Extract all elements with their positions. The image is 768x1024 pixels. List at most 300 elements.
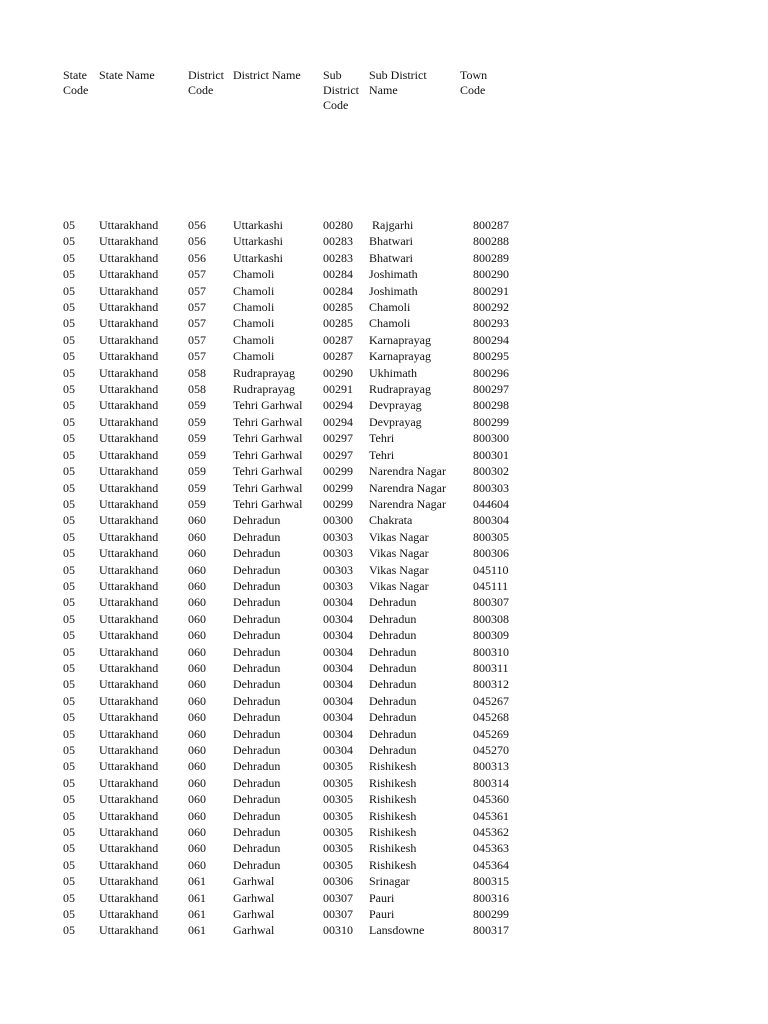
- table-row: [0, 709, 768, 725]
- cell-state-code: 05: [63, 825, 75, 840]
- cell-sub-district-code: 00294: [323, 414, 353, 429]
- cell-district-name: Chamoli: [233, 332, 275, 347]
- cell-state-code: 05: [63, 283, 75, 298]
- cell-district-name: Dehradun: [233, 562, 281, 577]
- cell-sub-district-code: 00287: [323, 349, 353, 364]
- cell-district-name: Dehradun: [233, 546, 281, 561]
- cell-district-code: 060: [188, 546, 206, 561]
- cell-district-name: Dehradun: [233, 578, 281, 593]
- cell-state-code: 05: [63, 726, 75, 741]
- cell-state-name: Uttarakhand: [99, 382, 159, 397]
- cell-sub-district-name: Dehradun: [369, 726, 417, 741]
- cell-district-name: Rudraprayag: [233, 382, 295, 397]
- cell-district-name: Dehradun: [233, 792, 281, 807]
- cell-state-code: 05: [63, 316, 75, 331]
- cell-district-name: Dehradun: [233, 595, 281, 610]
- cell-sub-district-code: 00283: [323, 250, 353, 265]
- cell-state-name: Uttarakhand: [99, 644, 159, 659]
- cell-town-code: 800308: [473, 611, 509, 626]
- cell-state-code: 05: [63, 710, 75, 725]
- cell-sub-district-code: 00304: [323, 710, 353, 725]
- cell-sub-district-code: 00299: [323, 464, 353, 479]
- cell-district-name: Tehri Garhwal: [233, 496, 303, 511]
- cell-town-code: 800301: [473, 447, 509, 462]
- cell-sub-district-name: Vikas Nagar: [369, 529, 429, 544]
- cell-district-name: Tehri Garhwal: [233, 431, 303, 446]
- cell-district-name: Dehradun: [233, 775, 281, 790]
- cell-town-code: 800314: [473, 775, 509, 790]
- cell-district-code: 060: [188, 841, 206, 856]
- table-row: [0, 742, 768, 758]
- cell-district-code: 058: [188, 382, 206, 397]
- cell-state-code: 05: [63, 677, 75, 692]
- cell-district-code: 060: [188, 792, 206, 807]
- cell-town-code: 800312: [473, 677, 509, 692]
- cell-state-name: Uttarakhand: [99, 628, 159, 643]
- cell-district-name: Dehradun: [233, 743, 281, 757]
- cell-sub-district-name: Dehradun: [369, 693, 417, 708]
- cell-sub-district-code: 00283: [323, 234, 353, 249]
- cell-district-code: 057: [188, 316, 206, 331]
- cell-sub-district-code: 00304: [323, 628, 353, 643]
- cell-district-code: 060: [188, 808, 206, 823]
- cell-sub-district-code: 00310: [323, 923, 353, 938]
- cell-state-name: Uttarakhand: [99, 300, 159, 315]
- cell-sub-district-code: 00305: [323, 792, 353, 807]
- table-row: [0, 562, 768, 578]
- cell-town-code: 800305: [473, 529, 509, 544]
- cell-town-code: 800315: [473, 874, 509, 889]
- cell-sub-district-name: Bhatwari: [369, 234, 413, 249]
- table-row: [0, 365, 768, 381]
- cell-sub-district-code: 00285: [323, 316, 353, 331]
- cell-state-name: Uttarakhand: [99, 218, 159, 232]
- cell-state-name: Uttarakhand: [99, 792, 159, 807]
- cell-town-code: 800298: [473, 398, 509, 413]
- cell-district-name: Dehradun: [233, 759, 281, 774]
- table-row: [0, 611, 768, 627]
- cell-town-code: 800297: [473, 382, 509, 397]
- cell-state-name: Uttarakhand: [99, 349, 159, 364]
- table-row: [0, 758, 768, 774]
- cell-town-code: 800292: [473, 300, 509, 315]
- cell-sub-district-name: Karnaprayag: [369, 349, 431, 364]
- cell-state-name: Uttarakhand: [99, 874, 159, 889]
- cell-district-name: Uttarkashi: [233, 234, 283, 249]
- table-row: [0, 873, 768, 889]
- cell-town-code: 800316: [473, 890, 509, 905]
- cell-sub-district-code: 00291: [323, 382, 353, 397]
- cell-town-code: 800295: [473, 349, 509, 364]
- cell-state-name: Uttarakhand: [99, 234, 159, 249]
- cell-district-name: Rudraprayag: [233, 365, 295, 380]
- cell-district-code: 060: [188, 529, 206, 544]
- cell-district-name: Dehradun: [233, 841, 281, 856]
- cell-sub-district-name: Devprayag: [369, 414, 422, 429]
- table-row: [0, 775, 768, 791]
- table-header: [0, 68, 768, 118]
- cell-sub-district-code: 00305: [323, 775, 353, 790]
- cell-sub-district-code: 00303: [323, 546, 353, 561]
- table-row: [0, 480, 768, 496]
- table-row: [0, 594, 768, 610]
- table-row: [0, 233, 768, 249]
- cell-district-name: Dehradun: [233, 660, 281, 675]
- cell-sub-district-name: Rishikesh: [369, 775, 417, 790]
- cell-district-code: 059: [188, 398, 206, 413]
- table-row: [0, 840, 768, 856]
- table-row: [0, 283, 768, 299]
- cell-state-name: Uttarakhand: [99, 660, 159, 675]
- cell-district-code: 060: [188, 726, 206, 741]
- cell-sub-district-name: Joshimath: [369, 283, 418, 298]
- cell-town-code: 800299: [473, 907, 509, 922]
- cell-town-code: 045267: [473, 693, 509, 708]
- cell-state-name: Uttarakhand: [99, 398, 159, 413]
- cell-state-code: 05: [63, 759, 75, 774]
- cell-sub-district-name: Vikas Nagar: [369, 546, 429, 561]
- cell-sub-district-name: Rishikesh: [369, 857, 417, 872]
- cell-state-name: Uttarakhand: [99, 464, 159, 479]
- cell-sub-district-name: Rishikesh: [369, 825, 417, 840]
- cell-town-code: 800288: [473, 234, 509, 249]
- cell-sub-district-code: 00307: [323, 907, 353, 922]
- cell-district-name: Tehri Garhwal: [233, 464, 303, 479]
- cell-state-code: 05: [63, 808, 75, 823]
- cell-sub-district-name: Vikas Nagar: [369, 578, 429, 593]
- table-row: [0, 250, 768, 266]
- cell-sub-district-name: Chamoli: [369, 316, 411, 331]
- cell-district-code: 061: [188, 907, 206, 922]
- cell-district-code: 061: [188, 923, 206, 938]
- cell-state-code: 05: [63, 332, 75, 347]
- cell-state-name: Uttarakhand: [99, 907, 159, 922]
- cell-state-name: Uttarakhand: [99, 365, 159, 380]
- table-row: [0, 578, 768, 594]
- cell-sub-district-name: Narendra Nagar: [369, 464, 446, 479]
- cell-town-code: 800300: [473, 431, 509, 446]
- cell-sub-district-name: Vikas Nagar: [369, 562, 429, 577]
- cell-sub-district-name: Lansdowne: [369, 923, 425, 938]
- cell-district-code: 057: [188, 267, 206, 282]
- cell-sub-district-name: Bhatwari: [369, 250, 413, 265]
- cell-district-code: 057: [188, 332, 206, 347]
- cell-state-name: Uttarakhand: [99, 431, 159, 446]
- cell-sub-district-code: 00297: [323, 447, 353, 462]
- cell-state-code: 05: [63, 480, 75, 495]
- table-row: [0, 463, 768, 479]
- cell-state-code: 05: [63, 578, 75, 593]
- cell-district-code: 056: [188, 234, 206, 249]
- cell-district-name: Uttarkashi: [233, 218, 283, 232]
- cell-town-code: 800303: [473, 480, 509, 495]
- cell-sub-district-name: Dehradun: [369, 628, 417, 643]
- cell-state-code: 05: [63, 546, 75, 561]
- cell-district-name: Dehradun: [233, 529, 281, 544]
- cell-sub-district-name: Narendra Nagar: [369, 480, 446, 495]
- cell-state-name: Uttarakhand: [99, 693, 159, 708]
- cell-district-code: 057: [188, 283, 206, 298]
- cell-sub-district-code: 00297: [323, 431, 353, 446]
- cell-district-code: 060: [188, 743, 206, 757]
- cell-sub-district-code: 00304: [323, 693, 353, 708]
- cell-sub-district-name: Dehradun: [369, 710, 417, 725]
- cell-town-code: 800302: [473, 464, 509, 479]
- cell-sub-district-name: Joshimath: [369, 267, 418, 282]
- cell-sub-district-code: 00284: [323, 283, 353, 298]
- cell-sub-district-name: Dehradun: [369, 743, 417, 757]
- cell-district-code: 060: [188, 677, 206, 692]
- cell-sub-district-name: Rishikesh: [369, 759, 417, 774]
- header-town-code: Town Code: [460, 68, 488, 97]
- cell-sub-district-name: Ukhimath: [369, 365, 417, 380]
- cell-district-code: 057: [188, 300, 206, 315]
- cell-sub-district-name: Tehri: [369, 431, 395, 446]
- cell-state-name: Uttarakhand: [99, 808, 159, 823]
- table-row: [0, 512, 768, 528]
- header-sub-district-code: Sub District Code: [323, 68, 359, 112]
- table-row: [0, 529, 768, 545]
- cell-sub-district-name: Chakrata: [369, 513, 413, 528]
- cell-district-name: Dehradun: [233, 693, 281, 708]
- cell-sub-district-name: Pauri: [369, 890, 395, 905]
- cell-district-code: 060: [188, 562, 206, 577]
- cell-district-name: Dehradun: [233, 825, 281, 840]
- table-row: [0, 644, 768, 660]
- cell-sub-district-name: Dehradun: [369, 644, 417, 659]
- cell-district-name: Chamoli: [233, 283, 275, 298]
- cell-town-code: 800290: [473, 267, 509, 282]
- cell-district-name: Garhwal: [233, 907, 275, 922]
- cell-town-code: 800299: [473, 414, 509, 429]
- cell-sub-district-code: 00305: [323, 841, 353, 856]
- cell-district-name: Garhwal: [233, 874, 275, 889]
- cell-district-name: Tehri Garhwal: [233, 480, 303, 495]
- cell-state-name: Uttarakhand: [99, 743, 159, 757]
- table-row: [0, 660, 768, 676]
- cell-state-code: 05: [63, 611, 75, 626]
- cell-sub-district-code: 00285: [323, 300, 353, 315]
- cell-sub-district-code: 00299: [323, 496, 353, 511]
- cell-sub-district-code: 00299: [323, 480, 353, 495]
- cell-town-code: 800304: [473, 513, 509, 528]
- cell-sub-district-code: 00304: [323, 743, 353, 757]
- cell-state-name: Uttarakhand: [99, 480, 159, 495]
- table-row: [0, 332, 768, 348]
- cell-sub-district-name: Tehri: [369, 447, 395, 462]
- table-row: [0, 808, 768, 824]
- cell-state-code: 05: [63, 841, 75, 856]
- header-sub-district-name: Sub District Name: [369, 68, 427, 97]
- cell-district-name: Tehri Garhwal: [233, 398, 303, 413]
- cell-town-code: 045362: [473, 825, 509, 840]
- table-row: [0, 676, 768, 692]
- table-row: [0, 447, 768, 463]
- cell-state-name: Uttarakhand: [99, 825, 159, 840]
- cell-town-code: 045363: [473, 841, 509, 856]
- cell-sub-district-name: Dehradun: [369, 660, 417, 675]
- cell-district-name: Dehradun: [233, 628, 281, 643]
- cell-district-name: Tehri Garhwal: [233, 447, 303, 462]
- table-row: [0, 414, 768, 430]
- table-row: [0, 726, 768, 742]
- cell-sub-district-code: 00306: [323, 874, 353, 889]
- cell-state-name: Uttarakhand: [99, 710, 159, 725]
- cell-state-name: Uttarakhand: [99, 496, 159, 511]
- cell-state-code: 05: [63, 300, 75, 315]
- cell-state-code: 05: [63, 349, 75, 364]
- cell-state-code: 05: [63, 562, 75, 577]
- cell-district-name: Chamoli: [233, 316, 275, 331]
- cell-district-code: 058: [188, 365, 206, 380]
- cell-district-name: Dehradun: [233, 857, 281, 872]
- cell-town-code: 800313: [473, 759, 509, 774]
- cell-state-name: Uttarakhand: [99, 447, 159, 462]
- cell-town-code: 800309: [473, 628, 509, 643]
- cell-state-name: Uttarakhand: [99, 611, 159, 626]
- cell-sub-district-code: 00290: [323, 365, 353, 380]
- cell-district-code: 060: [188, 775, 206, 790]
- cell-sub-district-code: 00300: [323, 513, 353, 528]
- cell-sub-district-code: 00304: [323, 595, 353, 610]
- cell-state-code: 05: [63, 775, 75, 790]
- cell-state-code: 05: [63, 792, 75, 807]
- cell-district-code: 060: [188, 628, 206, 643]
- cell-state-name: Uttarakhand: [99, 414, 159, 429]
- cell-state-code: 05: [63, 464, 75, 479]
- cell-town-code: 045111: [473, 578, 509, 593]
- cell-district-code: 060: [188, 660, 206, 675]
- cell-sub-district-name: Rishikesh: [369, 792, 417, 807]
- cell-district-code: 060: [188, 825, 206, 840]
- cell-state-name: Uttarakhand: [99, 283, 159, 298]
- cell-district-code: 059: [188, 431, 206, 446]
- cell-sub-district-code: 00303: [323, 562, 353, 577]
- cell-state-code: 05: [63, 529, 75, 544]
- cell-district-code: 059: [188, 464, 206, 479]
- table-row: [0, 217, 768, 233]
- cell-town-code: 800306: [473, 546, 509, 561]
- cell-town-code: 045360: [473, 792, 509, 807]
- cell-district-name: Chamoli: [233, 300, 275, 315]
- cell-state-name: Uttarakhand: [99, 316, 159, 331]
- cell-state-code: 05: [63, 382, 75, 397]
- cell-state-code: 05: [63, 743, 75, 757]
- cell-district-code: 060: [188, 710, 206, 725]
- cell-town-code: 800294: [473, 332, 509, 347]
- cell-district-name: Chamoli: [233, 349, 275, 364]
- cell-sub-district-name: Rajgarhi: [369, 218, 414, 232]
- cell-sub-district-code: 00280: [323, 218, 353, 232]
- cell-district-code: 059: [188, 480, 206, 495]
- cell-state-code: 05: [63, 267, 75, 282]
- cell-state-name: Uttarakhand: [99, 677, 159, 692]
- cell-state-name: Uttarakhand: [99, 923, 159, 938]
- cell-town-code: 045364: [473, 857, 509, 872]
- cell-sub-district-code: 00307: [323, 890, 353, 905]
- cell-state-name: Uttarakhand: [99, 775, 159, 790]
- cell-sub-district-code: 00303: [323, 529, 353, 544]
- cell-state-code: 05: [63, 660, 75, 675]
- cell-district-name: Garhwal: [233, 890, 275, 905]
- cell-district-code: 060: [188, 857, 206, 872]
- cell-state-code: 05: [63, 644, 75, 659]
- cell-sub-district-name: Devprayag: [369, 398, 422, 413]
- cell-state-name: Uttarakhand: [99, 578, 159, 593]
- cell-state-name: Uttarakhand: [99, 890, 159, 905]
- cell-town-code: 800287: [473, 218, 509, 232]
- cell-sub-district-code: 00305: [323, 857, 353, 872]
- table-row: [0, 922, 768, 938]
- table-row: [0, 890, 768, 906]
- cell-district-code: 057: [188, 349, 206, 364]
- cell-sub-district-code: 00304: [323, 611, 353, 626]
- cell-district-code: 060: [188, 611, 206, 626]
- cell-town-code: 800311: [473, 660, 509, 675]
- table-row: [0, 381, 768, 397]
- header-district-code: District Code: [188, 68, 224, 97]
- cell-town-code: 800310: [473, 644, 509, 659]
- cell-district-name: Tehri Garhwal: [233, 414, 303, 429]
- table-row: [0, 824, 768, 840]
- header-state-code: State Code: [63, 68, 89, 97]
- cell-district-code: 056: [188, 250, 206, 265]
- table-row: [0, 496, 768, 512]
- cell-sub-district-code: 00305: [323, 808, 353, 823]
- cell-state-name: Uttarakhand: [99, 267, 159, 282]
- cell-sub-district-code: 00284: [323, 267, 353, 282]
- table-row: [0, 693, 768, 709]
- cell-sub-district-code: 00303: [323, 578, 353, 593]
- cell-state-code: 05: [63, 890, 75, 905]
- cell-state-name: Uttarakhand: [99, 332, 159, 347]
- cell-state-code: 05: [63, 513, 75, 528]
- cell-sub-district-code: 00304: [323, 726, 353, 741]
- cell-town-code: 800289: [473, 250, 509, 265]
- cell-sub-district-name: Srinagar: [369, 874, 410, 889]
- cell-state-name: Uttarakhand: [99, 513, 159, 528]
- cell-sub-district-code: 00287: [323, 332, 353, 347]
- cell-sub-district-name: Dehradun: [369, 611, 417, 626]
- cell-state-name: Uttarakhand: [99, 726, 159, 741]
- cell-state-code: 05: [63, 923, 75, 938]
- cell-sub-district-name: Dehradun: [369, 595, 417, 610]
- cell-town-code: 045268: [473, 710, 509, 725]
- cell-state-code: 05: [63, 250, 75, 265]
- cell-state-code: 05: [63, 234, 75, 249]
- cell-town-code: 045110: [473, 562, 509, 577]
- table-row: [0, 545, 768, 561]
- cell-district-code: 059: [188, 496, 206, 511]
- table-row: [0, 397, 768, 413]
- cell-state-name: Uttarakhand: [99, 841, 159, 856]
- cell-district-code: 056: [188, 218, 206, 232]
- cell-district-name: Dehradun: [233, 611, 281, 626]
- cell-state-code: 05: [63, 218, 75, 232]
- cell-state-name: Uttarakhand: [99, 759, 159, 774]
- header-state-name: State Name: [99, 68, 155, 82]
- cell-sub-district-name: Narendra Nagar: [369, 496, 446, 511]
- cell-sub-district-code: 00294: [323, 398, 353, 413]
- cell-sub-district-code: 00304: [323, 660, 353, 675]
- cell-state-name: Uttarakhand: [99, 595, 159, 610]
- cell-state-code: 05: [63, 431, 75, 446]
- cell-district-name: Dehradun: [233, 513, 281, 528]
- cell-district-code: 061: [188, 874, 206, 889]
- table-row: [0, 315, 768, 331]
- cell-sub-district-code: 00305: [323, 759, 353, 774]
- table-row: [0, 299, 768, 315]
